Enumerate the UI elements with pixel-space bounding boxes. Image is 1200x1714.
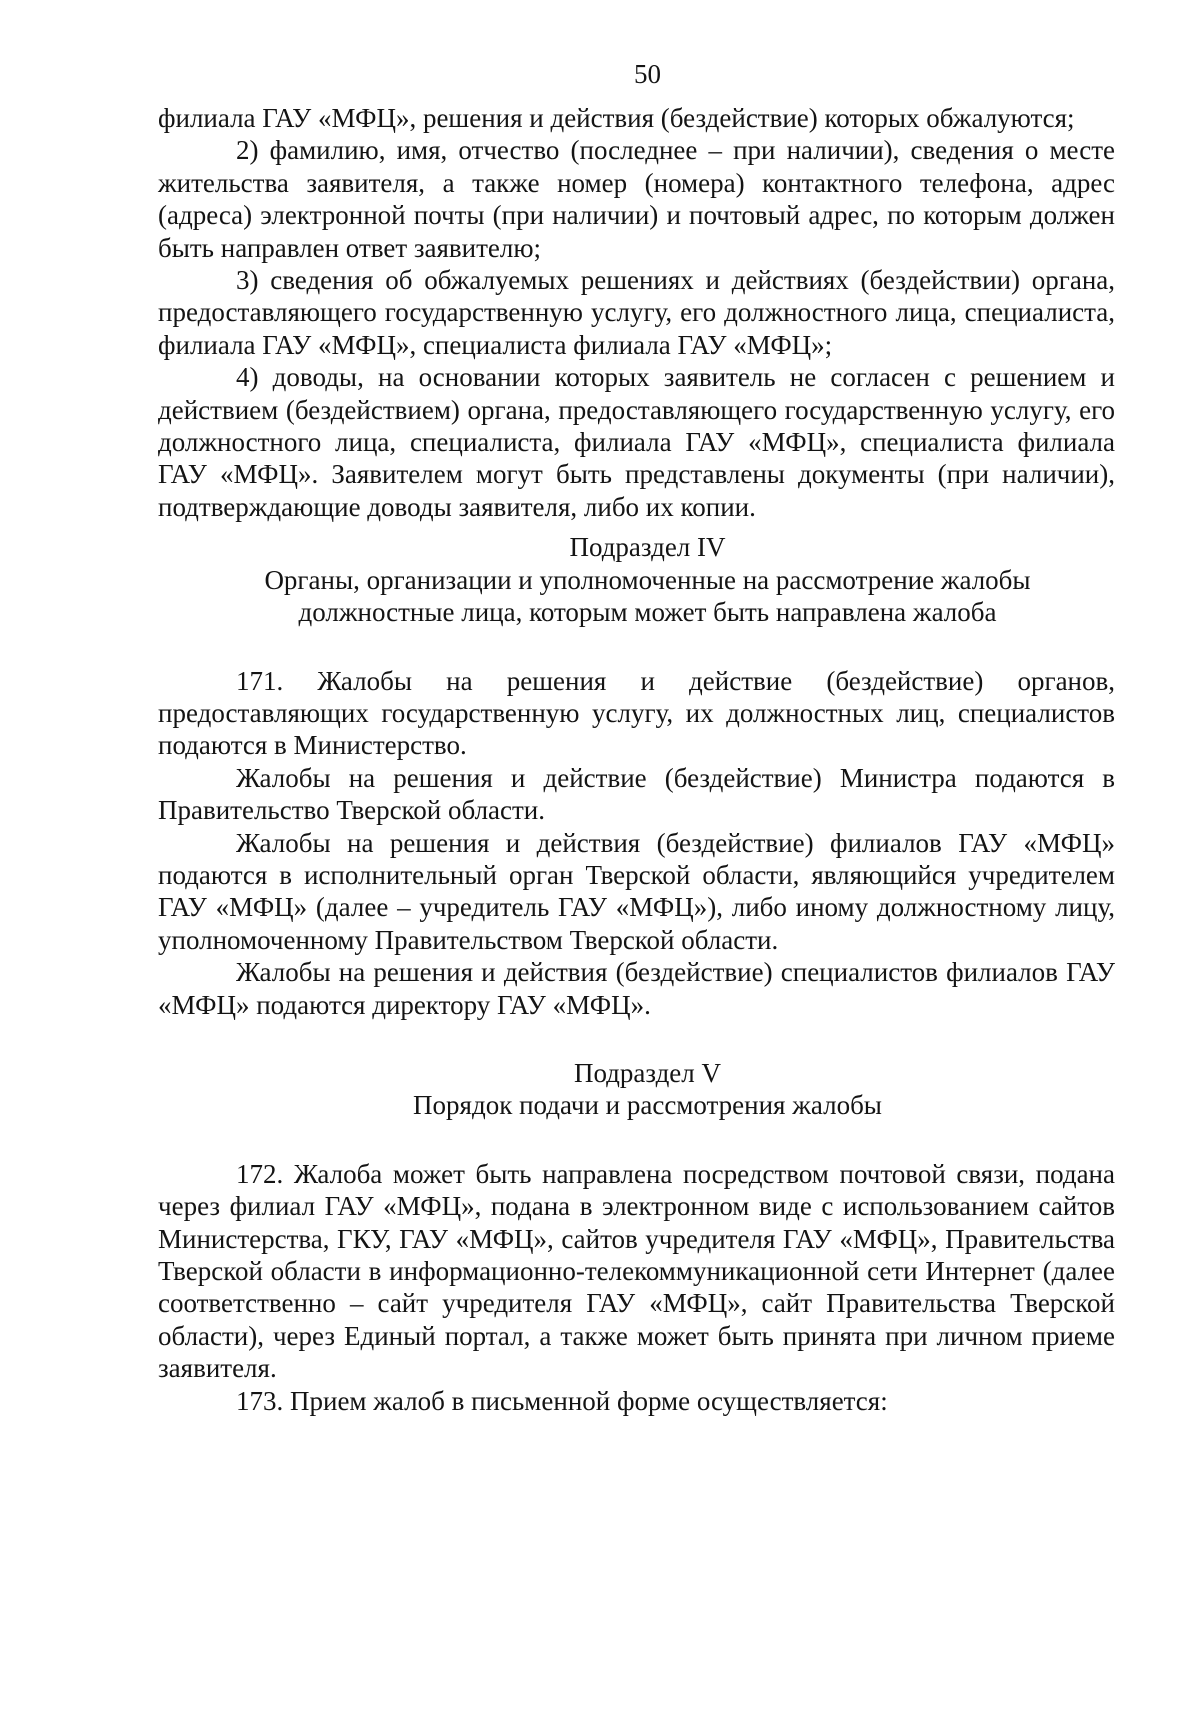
paragraph-item-4: 4) доводы, на основании которых заявитель не согласен с решением и действием (бездействием) органа, предоставляющего государственную услугу, его должностного лица, специалиста, филиала ГАУ «МФЦ», специалиста филиала ГАУ «МФЦ». Заявителем могут быть представлены документы (при наличии), подтверждающие доводы заявителя, либо их копии. (158, 362, 1115, 522)
subsection-4-title-line2: должностные лица, которым может быть направлена жалоба (298, 597, 997, 628)
paragraph-mfc-branch-complaints: Жалобы на решения и действия (бездействие) филиалов ГАУ «МФЦ» подаются в исполнительный орган Тверской области, являющийся учредителем ГАУ «МФЦ» (далее – учредитель ГАУ «МФЦ»), либо иному должностному лицу, уполномоченному Правительством Тверской области. (158, 827, 1115, 955)
document-page (158, 58, 1115, 1417)
paragraph-item-2: 2) фамилию, имя, отчество (последнее – при наличии), сведения о месте жительства заявителя, а также номер (номера) контактного телефона, адрес (адреса) электронной почты (при наличии) и почтовый адрес, по которым должен быть направлен ответ заявителю; (158, 135, 1115, 263)
paragraph-continuation: филиала ГАУ «МФЦ», решения и действия (бездействие) которых обжалуются; (158, 103, 1075, 133)
subsection-4-title-line1: Органы, организации и уполномоченные на рассмотрение жалобы (264, 564, 1031, 595)
paragraph-item-3: 3) сведения об обжалуемых решениях и действиях (бездействии) органа, предоставляющего государственную услугу, его должностного лица, специалиста, филиала ГАУ «МФЦ», специалиста филиала ГАУ «МФЦ»; (158, 265, 1115, 360)
subsection-5-title: Порядок подачи и рассмотрения жалобы (413, 1090, 882, 1121)
subsection-4-label: Подраздел IV (569, 532, 726, 563)
paragraph-171: 171. Жалобы на решения и действие (бездействие) органов, предоставляющих государственную услугу, их должностных лиц, специалистов подаются в Министерство. (158, 665, 1115, 761)
paragraph-172: 172. Жалоба может быть направлена посредством почтовой связи, подана через филиал ГАУ «МФЦ», подана в электронном виде с использованием сайтов Министерства, ГКУ, ГАУ «МФЦ», сайтов учредителя ГАУ «МФЦ», Правительства Тверской области в информационно-телекоммуникационной сети Интернет (далее соответственно – сайт учредителя ГАУ «МФЦ», сайт Правительства Тверской области), через Единый портал, а также может быть принята при личном приеме заявителя. (158, 1158, 1115, 1384)
paragraph-mfc-specialist-complaints: Жалобы на решения и действия (бездействие) специалистов филиалов ГАУ «МФЦ» подаются директору ГАУ «МФЦ». (158, 957, 1115, 1020)
paragraph-173: 173. Прием жалоб в письменной форме осуществляется: (236, 1385, 888, 1416)
paragraph-minister-complaints: Жалобы на решения и действие (бездействие) Министра подаются в Правительство Тверской области. (158, 762, 1115, 826)
subsection-5-label: Подраздел V (573, 1057, 722, 1088)
page-number: 50 (634, 59, 661, 89)
